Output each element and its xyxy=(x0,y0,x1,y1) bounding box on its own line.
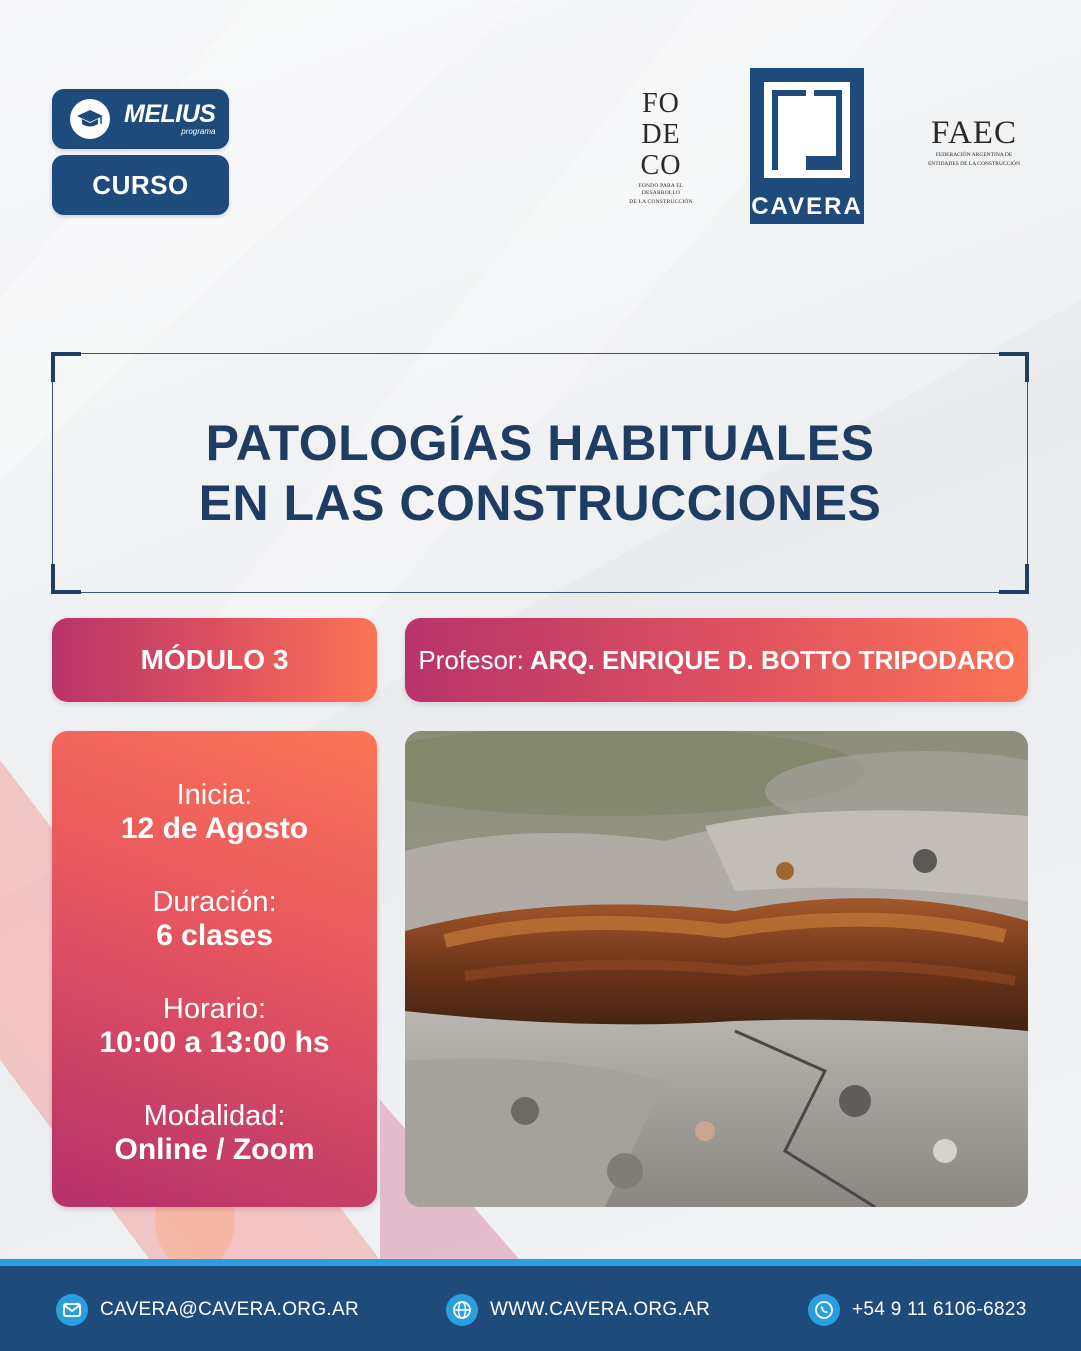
faec-logo xyxy=(922,116,1026,168)
title-frame xyxy=(52,353,1028,593)
professor-name: ARQ. ENRIQUE D. BOTTO TRIPODARO xyxy=(529,644,1015,675)
cavera-logo xyxy=(750,68,864,224)
footer-email-text[interactable]: CAVERA@CAVERA.ORG.AR xyxy=(100,1299,359,1320)
cavera-mark-icon xyxy=(750,68,864,190)
info-label: Duración: xyxy=(152,886,277,918)
frame-corner xyxy=(51,564,81,594)
mail-icon xyxy=(56,1294,88,1326)
rusted-rebar-photo xyxy=(405,731,1028,1207)
footer-phone[interactable] xyxy=(808,1294,1027,1326)
course-info-panel xyxy=(52,731,377,1207)
faec-wordmark: FAEC xyxy=(931,115,1017,151)
cavera-wordmark: CAVERA xyxy=(750,190,864,224)
footer-website[interactable] xyxy=(446,1294,710,1326)
info-value: 12 de Agosto xyxy=(120,812,309,845)
info-duration xyxy=(52,886,377,954)
info-start xyxy=(52,779,377,847)
fodeco-line: FO xyxy=(642,88,680,119)
info-schedule xyxy=(52,993,377,1061)
info-value: 6 clases xyxy=(156,919,273,952)
fodeco-line: DE xyxy=(641,119,681,150)
module-pill: MÓDULO 3 xyxy=(52,618,377,702)
footer-phone-text[interactable]: +54 9 11 6106-6823 xyxy=(852,1299,1027,1320)
faec-subtitle: ENTIDADES DE LA CONSTRUCCIÓN xyxy=(927,161,1021,167)
fodeco-subtitle: FONDO PARA EL DESARROLLO xyxy=(638,183,684,196)
footer-accent-line xyxy=(0,1259,1081,1266)
footer-bar xyxy=(0,1266,1081,1351)
info-modality xyxy=(52,1100,377,1168)
fodeco-logo xyxy=(620,88,702,206)
melius-brand-name: MELIUS xyxy=(124,100,216,128)
footer-website-text[interactable]: WWW.CAVERA.ORG.AR xyxy=(490,1299,711,1320)
curso-badge: CURSO xyxy=(52,155,229,215)
professor-label: Profesor: xyxy=(418,644,524,675)
rusted-rebar-concrete-icon xyxy=(405,731,1028,1207)
melius-badge xyxy=(52,89,229,149)
frame-corner xyxy=(999,352,1029,382)
footer-email[interactable] xyxy=(56,1294,359,1326)
fodeco-line: CO xyxy=(640,150,682,181)
professor-pill xyxy=(405,618,1028,702)
info-value: Online / Zoom xyxy=(114,1133,315,1166)
globe-icon xyxy=(446,1294,478,1326)
course-title-line-2: EN LAS CONSTRUCCIONES xyxy=(198,475,882,531)
info-value: 10:00 a 13:00 hs xyxy=(99,1026,330,1059)
graduation-cap-icon xyxy=(70,99,110,139)
info-label: Inicia: xyxy=(176,779,253,811)
whatsapp-phone-icon xyxy=(808,1294,840,1326)
faec-subtitle: FEDERACIÓN ARGENTINA DE xyxy=(935,152,1013,158)
frame-corner xyxy=(51,352,81,382)
frame-corner xyxy=(999,564,1029,594)
course-title-line-1: PATOLOGÍAS HABITUALES xyxy=(205,415,875,471)
info-label: Horario: xyxy=(162,993,267,1025)
melius-brand-sub: programa xyxy=(181,127,216,136)
fodeco-subtitle: DE LA CONSTRUCCIÓN xyxy=(629,199,693,205)
info-label: Modalidad: xyxy=(143,1100,286,1132)
